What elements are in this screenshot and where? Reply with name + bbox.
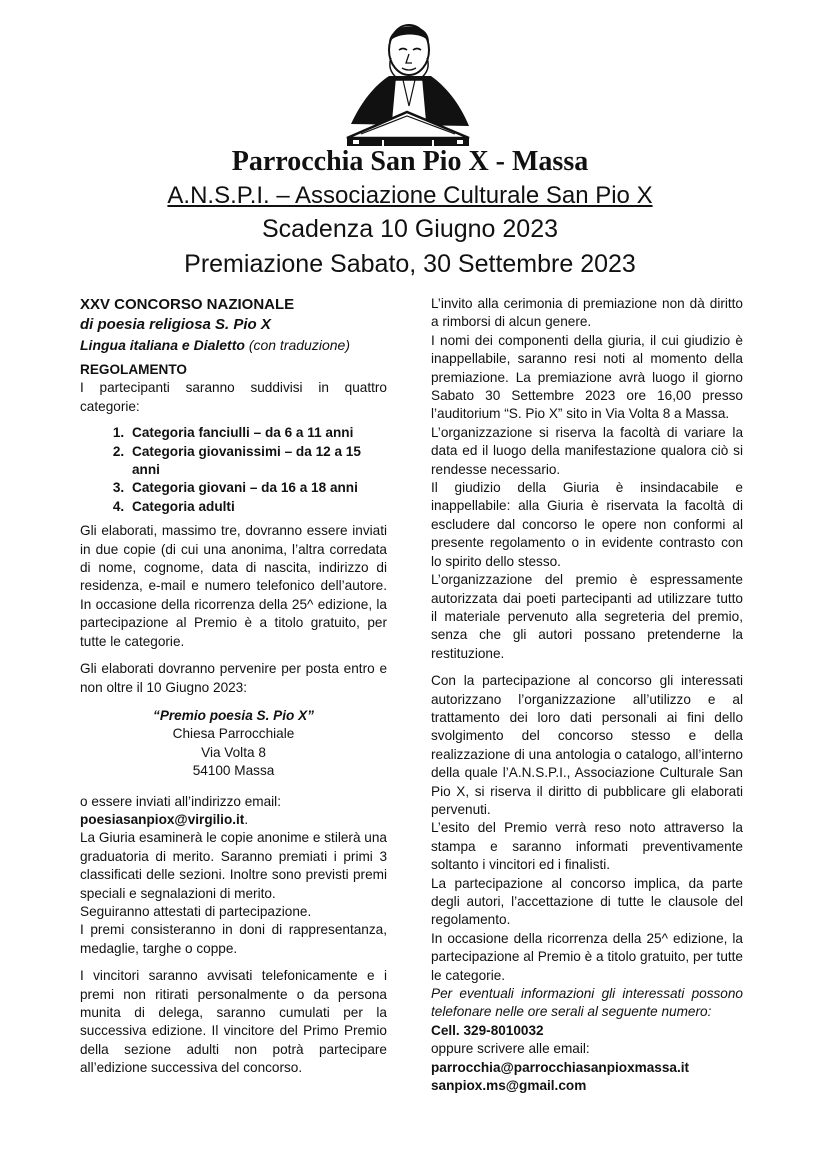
winners-paragraph: I vincitori saranno avvisati telefonicamente e i premi non ritirati personalmente o da persona munita di delega, saranno cumulati per la successiva edizione. Il vincitore del Primo Premio della sezione adulti non potrà partecipare all’edizione successiva del concorso. xyxy=(80,968,387,1076)
email-line: poesiasanpiox@virgilio.it. xyxy=(80,811,249,827)
submission-rules-paragraph: Gli elaborati, massimo tre, dovranno essere inviati in due copie (di cui una anonima, l’altra corredata di nome, cognome, data di nascita, indirizzo di residenza, e-mail e numero telefonico dell’autore. In occasione della ricorrenza della 25^ edizione, la partecipazione al Premio è a titolo gratuito, per tutte le categorie. xyxy=(80,523,387,649)
authorization-paragraph: L’organizzazione del premio è espressamente autorizzata dai poeti partecipanti ad utilizzare tutto il materiale pervenuto alla segreteria del premio, senza che gli autori possano pretenderne la restituzione. xyxy=(431,572,743,661)
info-paragraph: Per eventuali informazioni gli interessati possono telefonare nelle ore serali al seguente numero: xyxy=(431,986,743,1020)
anniversary-paragraph: In occasione della ricorrenza della 25^ edizione, la partecipazione al Premio è a titolo gratuito, per tutte le categorie. xyxy=(431,930,743,983)
email-alt-intro: oppure scrivere alle email: xyxy=(431,1041,590,1057)
deadline-line: Scadenza 10 Giugno 2023 xyxy=(261,215,559,243)
jury-names-paragraph: I nomi dei componenti della giuria, il cui giudizio è inappellabile, saranno resi noti al momento della premiazione. La premiazione avrà luogo il giorno Sabato 30 Settembre 2023 ore 16,00 presso l’auditorium “S. Pio X” sito in Via Volta 8 a Massa. xyxy=(431,332,743,422)
saint-pio-x-portrait-logo xyxy=(343,6,473,148)
category-item: 2. Categoria giovanissimi – da 12 a 15 anni xyxy=(128,443,387,480)
contest-subtitle: di poesia religiosa S. Pio X xyxy=(80,316,271,333)
results-paragraph: L’esito del Premio verrà reso noto attraverso la stampa e saranno informati preventivamente soltanto i vincitori ed i finalisti. xyxy=(431,820,743,873)
left-column xyxy=(80,295,387,1078)
judgement-paragraph: Il giudizio della Giuria è insindacabile e inappellabile: alla Giuria è riservata la facoltà di escludere dal concorso le opere non conformi al presente regolamento o in evidente contrasto con lo spirito dello stesso. xyxy=(431,480,743,569)
address-line: Chiesa Parrocchiale xyxy=(172,726,295,742)
phone-number[interactable]: Cell. 329-8010032 xyxy=(431,1022,544,1038)
prizes-paragraph: I premi consisteranno in doni di rappresentanza, medaglie, targhe o coppe. xyxy=(80,922,387,956)
address-line: Via Volta 8 xyxy=(201,744,266,760)
parish-email-link[interactable]: parrocchia@parrocchiasanpioxmassa.it xyxy=(431,1059,690,1075)
categories-intro: I partecipanti saranno suddivisi in quattro categorie: xyxy=(80,380,387,414)
email-intro: o essere inviati all’indirizzo email: xyxy=(80,793,281,809)
right-column xyxy=(431,295,743,1095)
postal-deadline-paragraph: Gli elaborati dovranno pervenire per posta entro e non oltre il 10 Giugno 2023: xyxy=(80,661,387,695)
contest-title: XXV CONCORSO NAZIONALE xyxy=(80,296,295,313)
parish-title: Parrocchia San Pio X - Massa xyxy=(231,146,589,177)
submission-email-link[interactable]: poesiasanpiox@virgilio.it xyxy=(80,811,245,827)
category-item: 1. Categoria fanciulli – da 6 a 11 anni xyxy=(128,424,387,442)
postal-address xyxy=(80,707,387,781)
category-item: 3. Categoria giovani – da 16 a 18 anni xyxy=(128,479,387,497)
categories-list xyxy=(80,424,387,516)
clauses-paragraph: La partecipazione al concorso implica, da parte degli autori, l’accettazione di tutte le clausole del regolamento. xyxy=(431,875,743,928)
regolamento-heading: REGOLAMENTO xyxy=(80,362,187,377)
jury-paragraph: La Giuria esaminerà le copie anonime e stilerà una graduatoria di merito. Saranno premiati i primi 3 classificati delle sezioni. Inoltre sono previsti premi speciali e segnalazioni di merito. xyxy=(80,830,387,901)
certificates-paragraph: Seguiranno attestati di partecipazione. xyxy=(80,903,312,919)
language-label: Lingua italiana e Dialetto xyxy=(80,337,245,353)
privacy-paragraph: Con la partecipazione al concorso gli interessati autorizzano l’organizzazione all’utilizzo e al trattamento dei loro dati personali ai fini dello svolgimento del concorso stesso e della realizzazione di una antologia o catalogo, all’interno della quale l’A.N.S.P.I., Associazione Culturale San Pio X, si riserva il diritto di pubblicare gli elaborati pervenuti. xyxy=(431,673,743,817)
award-date-line: Premiazione Sabato, 30 Settembre 2023 xyxy=(184,250,636,278)
gmail-email-link[interactable]: sanpiox.ms@gmail.com xyxy=(431,1078,587,1094)
organization-paragraph: L’organizzazione si riserva la facoltà di variare la data ed il luogo della manifestazione qualora ciò si rendesse necessario. xyxy=(431,424,743,477)
category-item: 4. Categoria adulti xyxy=(128,498,387,516)
address-line: 54100 Massa xyxy=(192,763,275,779)
language-line xyxy=(80,335,387,355)
invitation-paragraph: L’invito alla cerimonia di premiazione non dà diritto a rimborsi di alcun genere. xyxy=(431,296,743,330)
language-note: (con traduzione) xyxy=(248,337,350,353)
association-name: A.N.S.P.I. – Associazione Culturale San Pio X xyxy=(167,182,653,209)
address-name: “Premio poesia S. Pio X” xyxy=(153,707,314,723)
